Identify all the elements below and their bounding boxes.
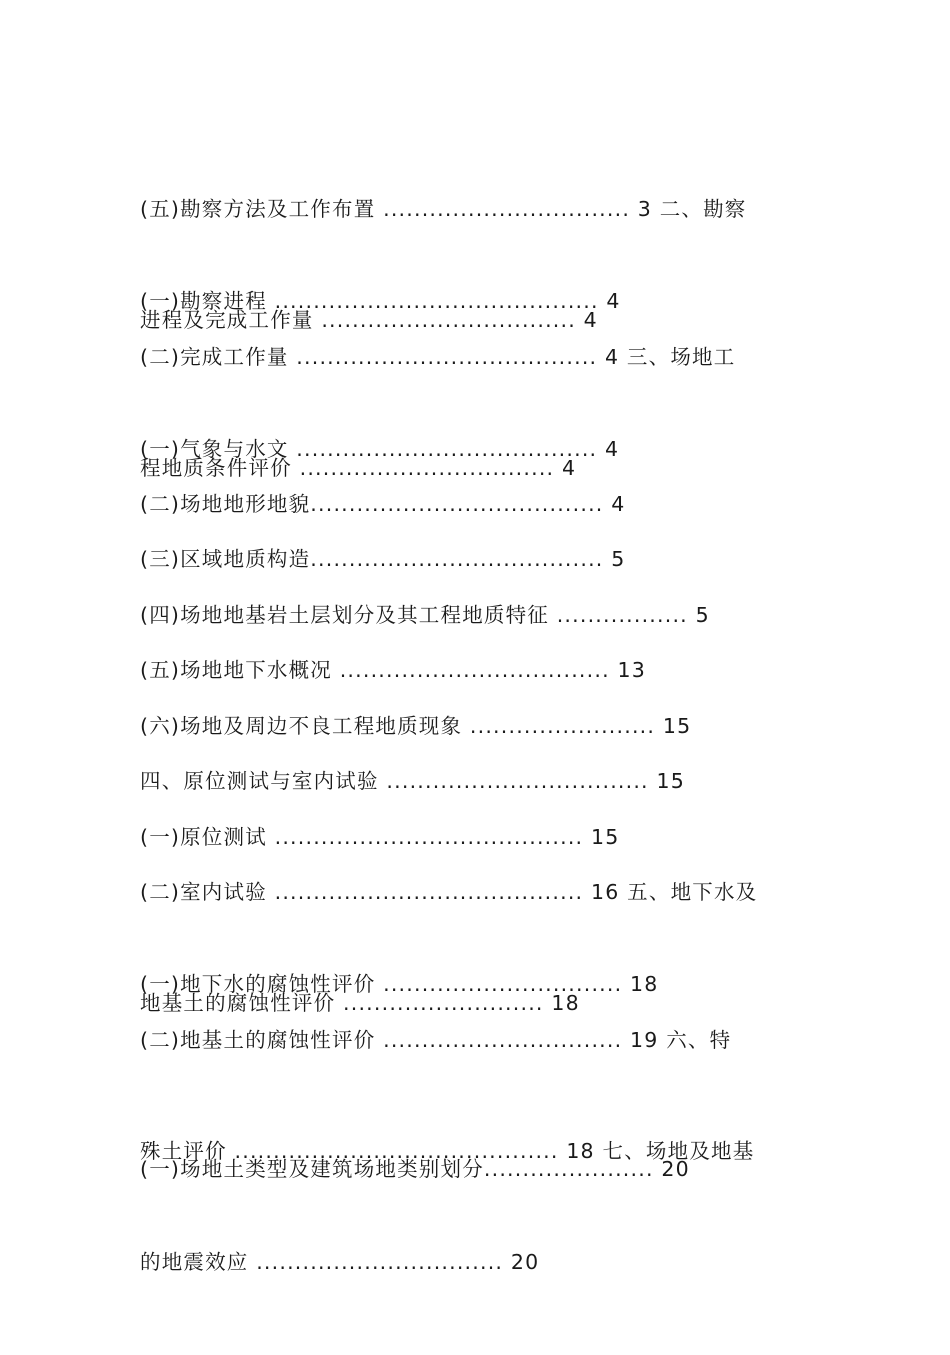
toc-line: (四)场地地基岩土层划分及其工程地质特征 ................. 5 [140,603,710,627]
toc-line: (一)场地土类型及建筑场地类别划分...................... 20 [140,1157,690,1181]
toc-line: (一)地下水的腐蚀性评价 ............................... 18 [140,972,659,996]
toc-line: 进程及完成工作量 ................................. 4 [140,308,598,332]
toc-line: (一)原位测试 ........................................ 15 [140,825,620,849]
toc-line: (三)区域地质构造...................................... 5 [140,547,626,571]
toc-line: (六)场地及周边不良工程地质现象 ........................ 15 [140,714,692,738]
toc-line: 殊土评价 .......................................... 18 七、场地及地基 [140,1139,755,1163]
toc-line: 地基土的腐蚀性评价 .......................... 18 [140,991,580,1015]
toc-line: (五)场地地下水概况 ................................... 13 [140,658,646,682]
toc-line: (二)室内试验 ........................................ 16 五、地下水及 [140,880,758,904]
toc-line: 程地质条件评价 ................................. 4 [140,456,577,480]
toc-line: 四、原位测试与室内试验 .................................. 15 [140,769,685,793]
toc-line: (五)勘察方法及工作布置 ................................ 3 二、勘察 [140,197,747,221]
toc-line: (二)地基土的腐蚀性评价 ............................... 19 六、特 [140,1028,732,1052]
toc-entry [140,1077,820,1262]
toc-line: 的地震效应 ................................ 20 [140,1250,540,1274]
toc-line: (二)场地地形地貌...................................... 4 [140,492,626,516]
toc-line: (二)完成工作量 ....................................... 4 三、场地工 [140,345,736,369]
toc-line: (一)勘察进程 .......................................... 4 [140,289,621,313]
toc-line: (一)气象与水文 ....................................... 4 [140,437,620,461]
